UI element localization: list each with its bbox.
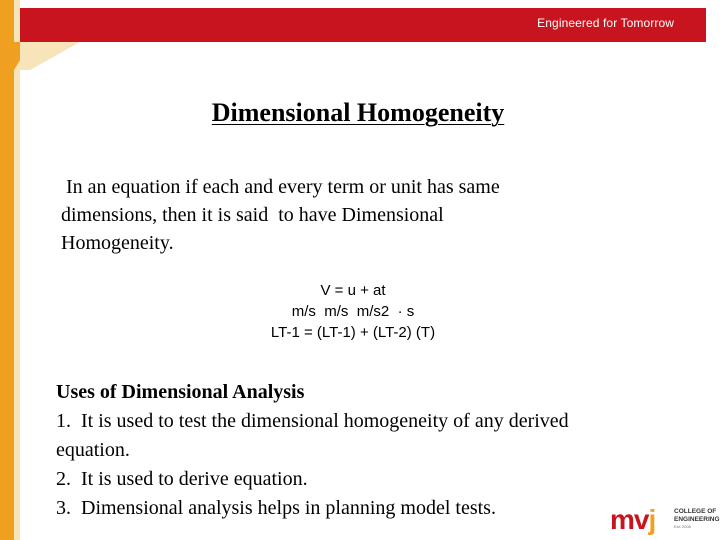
uses-item: 2. It is used to derive equation.	[56, 468, 308, 490]
logo-text: COLLEGE OF ENGINEERING Est. 2006	[674, 508, 720, 529]
uses-heading: Uses of Dimensional Analysis	[56, 381, 305, 403]
logo-mark: mvj	[610, 504, 656, 535]
equation-block	[0, 280, 706, 343]
dimensions-line: LT-1 = (LT-1) + (LT-2) (T)	[270, 324, 436, 341]
college-logo	[610, 505, 718, 539]
equation-line: V = u + at	[320, 282, 386, 299]
units-line: m/s m/s m/s2 · s	[291, 303, 415, 320]
definition-line: In an equation if each and every term or unit has same	[61, 176, 500, 198]
uses-item: equation.	[56, 439, 130, 461]
header-tagline: Engineered for Tomorrow	[537, 16, 674, 30]
definition-line: Homogeneity.	[61, 232, 174, 254]
uses-item: 1. It is used to test the dimensional homogeneity of any derived	[56, 410, 569, 432]
slide-title: Dimensional Homogeneity	[211, 98, 505, 127]
uses-section	[56, 378, 696, 523]
uses-item: 3. Dimensional analysis helps in planning model tests.	[56, 497, 496, 519]
left-accent-bar	[0, 0, 14, 540]
left-accent-stripe	[14, 0, 20, 540]
slide-top-margin	[0, 0, 720, 8]
definition-paragraph	[61, 173, 621, 257]
definition-line: dimensions, then it is said to have Dimensional	[61, 204, 444, 226]
